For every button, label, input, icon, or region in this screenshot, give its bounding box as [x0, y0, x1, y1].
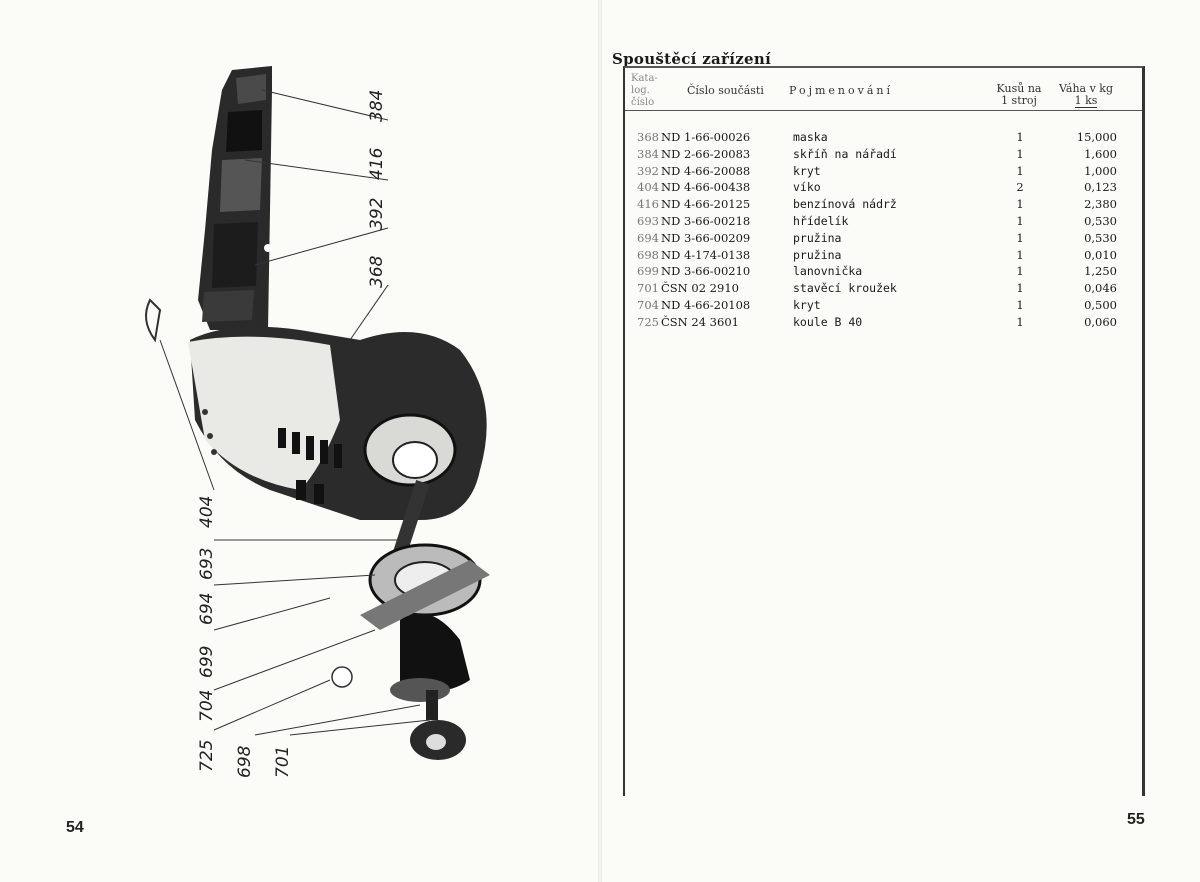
cell-katalog: 693 — [637, 213, 659, 228]
callout-693: 693 — [197, 547, 217, 580]
header-cislo-soucasti: Číslo součásti — [687, 84, 764, 97]
cell-cislo: ND 2-66-20083 — [661, 146, 751, 161]
cell-vaha: 0,530 — [1084, 230, 1117, 245]
header-vaha: Váha v kg 1 ks — [1058, 82, 1114, 107]
callout-384: 384 — [367, 89, 387, 122]
callout-416: 416 — [367, 147, 387, 180]
cell-vaha: 1,000 — [1084, 163, 1117, 178]
cell-nazev: lanovnička — [793, 264, 863, 279]
header-kusu: Kusů na 1 stroj — [996, 82, 1042, 107]
table-body — [625, 129, 1142, 331]
page-number-right: 55 — [1127, 811, 1145, 828]
cell-nazev: pružina — [793, 230, 842, 245]
cell-kusu: 1 — [1016, 281, 1024, 296]
cell-nazev: skříň na nářadí — [793, 146, 897, 161]
cell-kusu: 1 — [1016, 264, 1024, 279]
cell-katalog: 392 — [637, 163, 659, 178]
cell-kusu: 1 — [1016, 213, 1024, 228]
cell-nazev: kryt — [793, 297, 821, 312]
cell-cislo: ND 4-174-0138 — [661, 247, 751, 262]
cell-cislo: ČSN 02 2910 — [661, 281, 739, 296]
cell-katalog: 368 — [637, 130, 659, 144]
cell-katalog: 701 — [637, 281, 659, 296]
table-row — [625, 314, 1142, 331]
callout-694: 694 — [197, 592, 217, 625]
cell-kusu: 1 — [1016, 130, 1024, 144]
cell-kusu: 1 — [1016, 163, 1024, 178]
cell-nazev: stavěcí kroužek — [793, 281, 897, 296]
cell-cislo: ND 1-66-00026 — [661, 130, 751, 144]
table-row — [625, 213, 1142, 230]
parts-table — [623, 66, 1145, 796]
section-title: Spouštěcí zařízení — [612, 50, 772, 68]
cell-vaha: 1,250 — [1084, 264, 1117, 279]
table-row — [625, 230, 1142, 247]
table-row — [625, 247, 1142, 264]
cell-katalog: 698 — [637, 247, 659, 262]
table-row — [625, 280, 1142, 297]
header-rule — [625, 110, 1142, 111]
tank-housing-illustration — [198, 66, 272, 330]
cell-cislo: ČSN 24 3601 — [661, 314, 739, 329]
callout-725: 725 — [197, 739, 217, 772]
cell-vaha: 15,000 — [1076, 130, 1117, 144]
cell-kusu: 1 — [1016, 297, 1024, 312]
cell-vaha: 0,046 — [1084, 281, 1117, 296]
cell-cislo: ND 3-66-00210 — [661, 264, 751, 279]
table-row — [625, 179, 1142, 196]
cell-vaha: 1,600 — [1084, 146, 1117, 161]
cell-katalog: 704 — [637, 297, 659, 312]
cell-vaha: 0,060 — [1084, 314, 1117, 329]
callout-699: 699 — [197, 645, 217, 678]
cell-katalog: 404 — [637, 180, 659, 195]
cell-cislo: ND 3-66-00218 — [661, 213, 751, 228]
cell-katalog: 725 — [637, 314, 659, 329]
cell-nazev: maska — [793, 130, 828, 144]
cell-kusu: 2 — [1016, 180, 1024, 195]
table-row — [625, 129, 1142, 146]
header-pojmenovani: Pojmenování — [789, 84, 894, 97]
callout-392: 392 — [367, 197, 387, 230]
cell-katalog: 416 — [637, 197, 659, 212]
cell-vaha: 0,530 — [1084, 213, 1117, 228]
callout-701: 701 — [273, 745, 293, 778]
cell-vaha: 0,010 — [1084, 247, 1117, 262]
cell-nazev: koule B 40 — [793, 314, 863, 329]
table-row — [625, 263, 1142, 280]
table-row — [625, 196, 1142, 213]
cell-cislo: ND 4-66-20088 — [661, 163, 751, 178]
cell-katalog: 384 — [637, 146, 659, 161]
header-katalog: Kata- log. číslo — [631, 73, 658, 108]
cell-nazev: kryt — [793, 163, 821, 178]
cell-vaha: 2,380 — [1084, 197, 1117, 212]
cell-kusu: 1 — [1016, 247, 1024, 262]
mask-illustration — [188, 327, 487, 520]
callout-698: 698 — [235, 745, 255, 778]
cell-vaha: 0,123 — [1084, 180, 1117, 195]
table-row — [625, 297, 1142, 314]
cell-kusu: 1 — [1016, 197, 1024, 212]
cell-cislo: ND 4-66-00438 — [661, 180, 751, 195]
callout-368: 368 — [367, 255, 387, 288]
cell-vaha: 0,500 — [1084, 297, 1117, 312]
callout-704: 704 — [197, 689, 217, 722]
cell-kusu: 1 — [1016, 314, 1024, 329]
table-row — [625, 146, 1142, 163]
page-number-left: 54 — [66, 819, 84, 836]
cell-cislo: ND 4-66-20108 — [661, 297, 751, 312]
cell-katalog: 694 — [637, 230, 659, 245]
cell-nazev: benzínová nádrž — [793, 197, 897, 212]
cell-kusu: 1 — [1016, 146, 1024, 161]
cell-katalog: 699 — [637, 264, 659, 279]
table-row — [625, 163, 1142, 180]
cell-kusu: 1 — [1016, 230, 1024, 245]
cell-cislo: ND 4-66-20125 — [661, 197, 751, 212]
cell-nazev: hřídelík — [793, 213, 849, 228]
right-page — [600, 0, 1200, 882]
cell-nazev: víko — [793, 180, 821, 195]
cell-nazev: pružina — [793, 247, 842, 262]
cell-cislo: ND 3-66-00209 — [661, 230, 751, 245]
callout-404: 404 — [197, 495, 217, 528]
